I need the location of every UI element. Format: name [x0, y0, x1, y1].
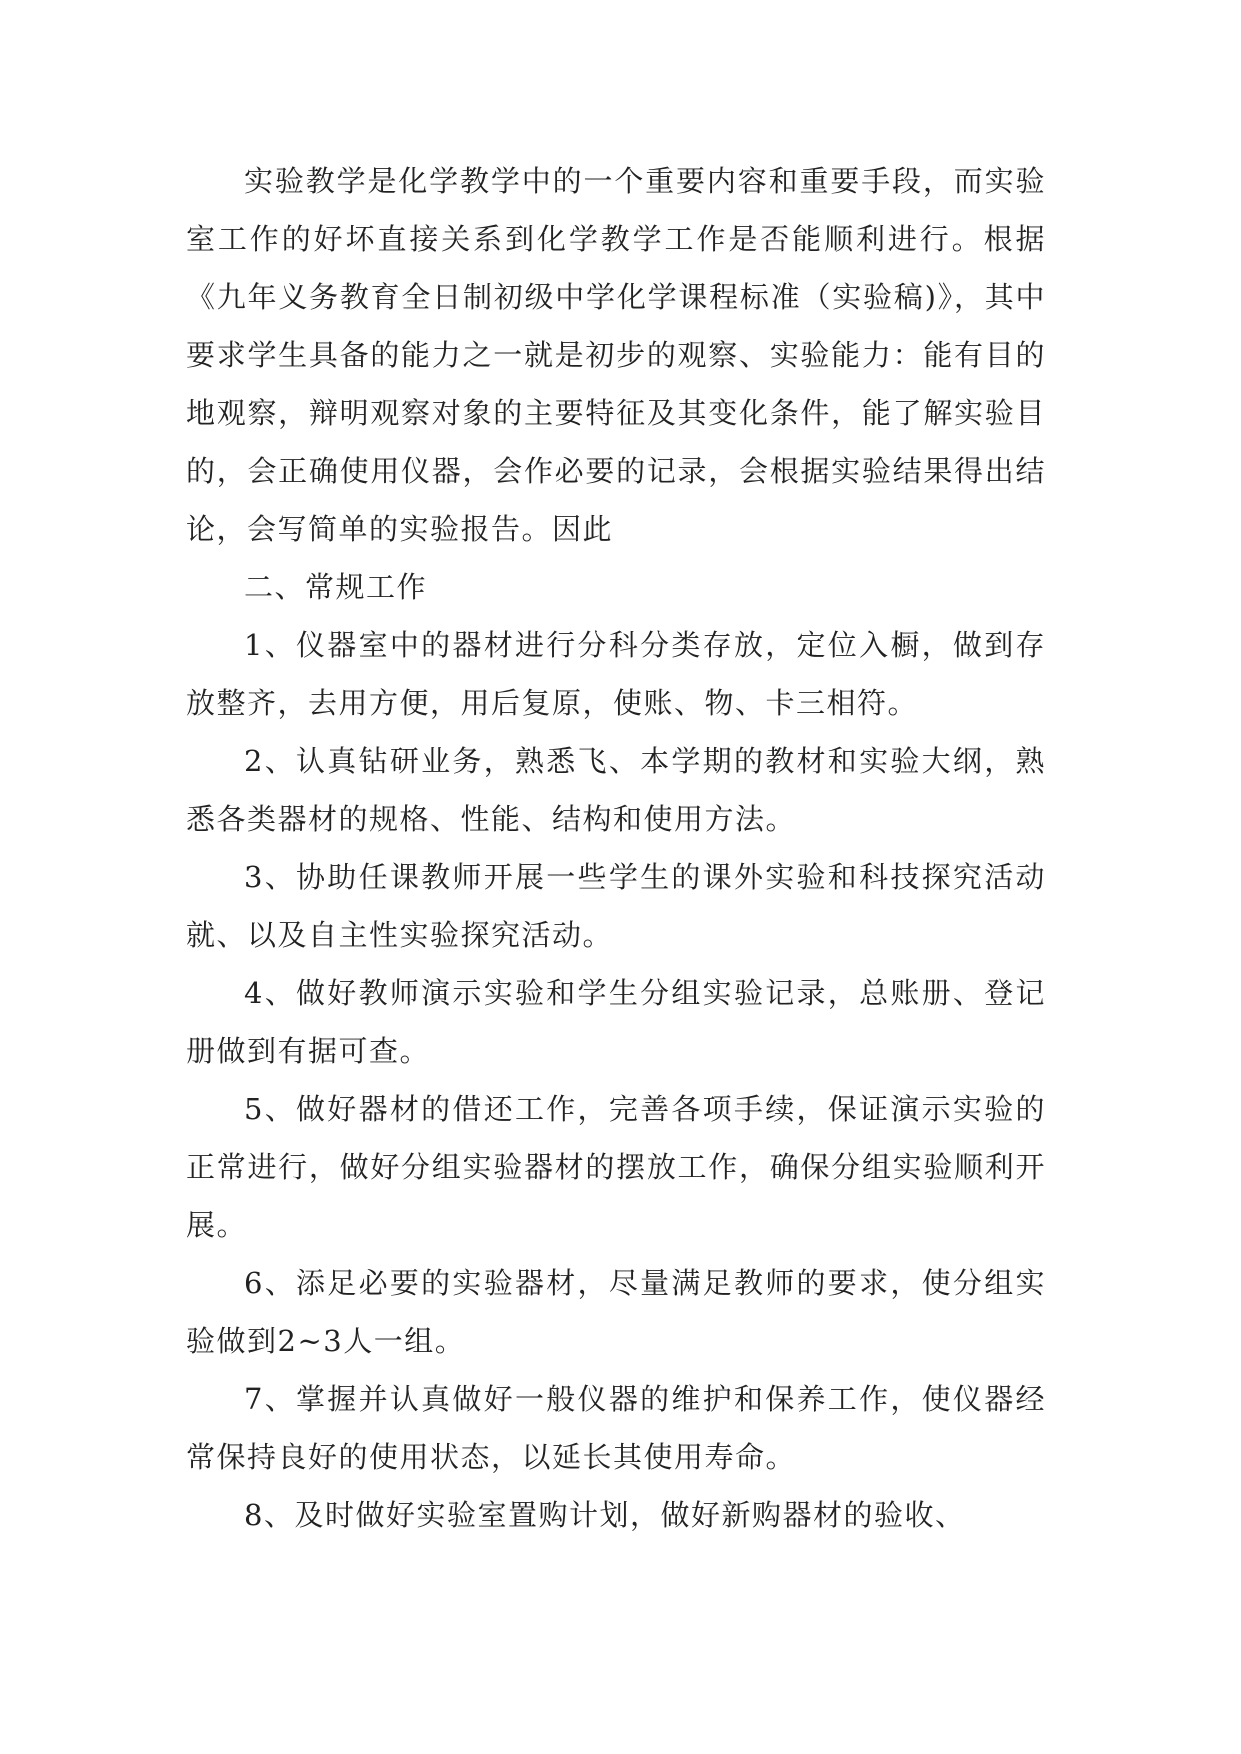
list-item-2: 2、认真钻研业务，熟悉飞、本学期的教材和实验大纲，熟悉各类器材的规格、性能、结构和使用方法。 [186, 744, 1046, 836]
list-item-3: 3、协助任课教师开展一些学生的课外实验和科技探究活动就、以及自主性实验探究活动。 [186, 860, 1046, 952]
intro-paragraph: 实验教学是化学教学中的一个重要内容和重要手段，而实验室工作的好坏直接关系到化学教学工作是否能顺利进行。根据《九年义务教育全日制初级中学化学课程标准（实验稿)》，其中要求学生具备的能力之一就是初步的观察、实验能力：能有目的地观察，辩明观察对象的主要特征及其变化条件，能了解实验目的，会正确使用仪器，会作必要的记录，会根据实验结果得出结论，会写简单的实验报告。因此 [186, 164, 1046, 546]
list-item-5: 5、做好器材的借还工作，完善各项手续，保证演示实验的正常进行，做好分组实验器材的摆放工作，确保分组实验顺利开展。 [186, 1092, 1046, 1242]
list-item-7: 7、掌握并认真做好一般仪器的维护和保养工作，使仪器经常保持良好的使用状态，以延长其使用寿命。 [186, 1382, 1046, 1474]
list-item-6: 6、添足必要的实验器材，尽量满足教师的要求，使分组实验做到2~3人一组。 [186, 1266, 1046, 1358]
list-item-1: 1、仪器室中的器材进行分科分类存放，定位入橱，做到存放整齐，去用方便，用后复原，使账、物、卡三相符。 [186, 628, 1046, 720]
list-item-4: 4、做好教师演示实验和学生分组实验记录，总账册、登记册做到有据可查。 [186, 976, 1046, 1068]
section-heading: 二、常规工作 [244, 570, 428, 604]
document-body [186, 152, 1046, 1544]
list-item-8: 8、及时做好实验室置购计划，做好新购器材的验收、 [244, 1498, 966, 1532]
